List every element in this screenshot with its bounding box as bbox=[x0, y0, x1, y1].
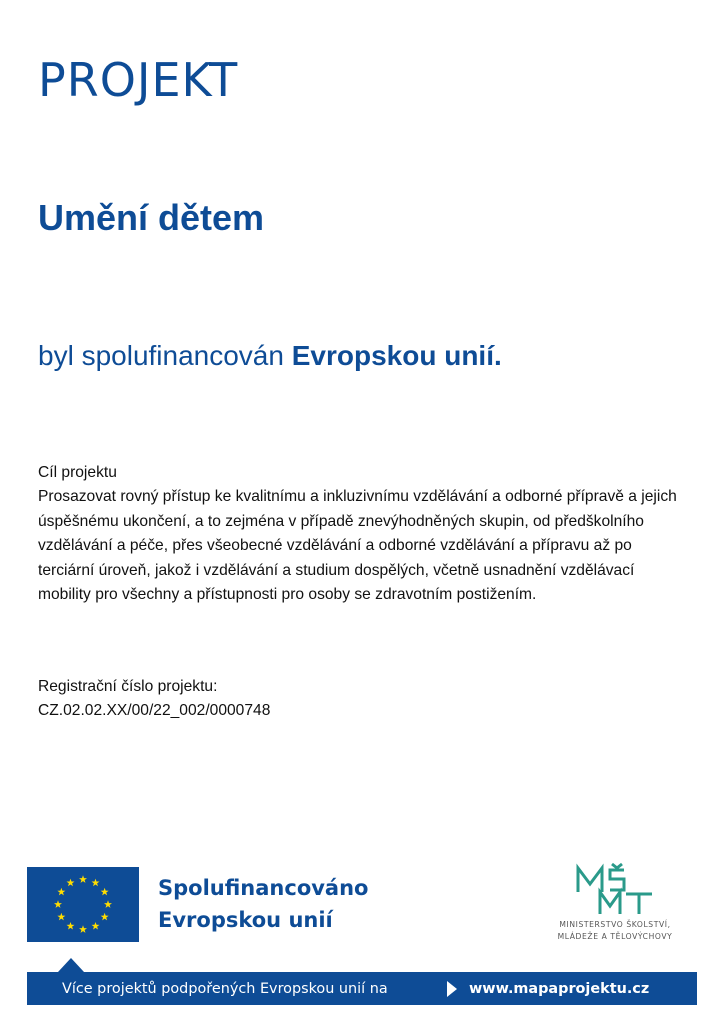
funded-prefix: byl spolufinancován bbox=[38, 340, 292, 371]
eu-text-line1: Spolufinancováno bbox=[158, 876, 369, 900]
msmt-line1: MINISTERSTVO ŠKOLSTVÍ, bbox=[559, 920, 671, 929]
footer-notch bbox=[58, 958, 84, 972]
registration-label: Registrační číslo projektu: bbox=[38, 678, 218, 695]
eu-star-icon bbox=[101, 913, 109, 921]
eu-star-icon bbox=[92, 879, 100, 887]
msmt-line2: MLÁDEŽE A TĚLOVÝCHOVY bbox=[557, 932, 673, 941]
goal-label: Cíl projektu bbox=[38, 464, 117, 481]
poster-heading: PROJEKT bbox=[38, 53, 239, 107]
eu-star-icon bbox=[57, 913, 65, 921]
registration-block bbox=[38, 675, 438, 724]
goal-text: Prosazovat rovný přístup ke kvalitnímu a inkluzivnímu vzdělávání a odborné přípravě a jejich úspěšnému ukončení, a to zejména v případě znevýhodněných skupin, od předškolního vzdělávání a péče, přes všeobecné vzdělávání a odborné vzdělávání a přípravu až po terciární úroveň, jakož i vzdělávání a studium dospělých, včetně usnadnění vzdělávací mobility pro všechny a přístupnosti pro osoby se zdravotním postižením. bbox=[38, 488, 677, 604]
eu-star-icon bbox=[79, 925, 87, 933]
eu-star-icon bbox=[101, 888, 109, 896]
funded-emphasis: Evropskou unií. bbox=[291, 340, 502, 371]
eu-cofunded-text bbox=[158, 872, 368, 936]
eu-star-icon bbox=[67, 879, 75, 887]
msmt-logo bbox=[530, 862, 700, 944]
arrow-right-icon bbox=[447, 981, 457, 997]
eu-text-line2: Evropskou unií bbox=[158, 908, 333, 932]
project-goal bbox=[38, 461, 688, 607]
footer-text: Více projektů podpořených Evropskou unií na bbox=[62, 981, 388, 997]
funded-statement bbox=[38, 336, 502, 376]
msmt-logo-icon bbox=[530, 862, 700, 918]
eu-star-icon bbox=[67, 922, 75, 930]
eu-star-icon bbox=[54, 900, 62, 908]
project-name: Umění dětem bbox=[38, 197, 265, 238]
eu-star-icon bbox=[104, 900, 112, 908]
eu-flag-icon bbox=[27, 867, 139, 942]
eu-star-icon bbox=[57, 888, 65, 896]
eu-star-icon bbox=[79, 875, 87, 883]
footer-url-link[interactable]: www.mapaprojektu.cz bbox=[469, 981, 650, 997]
eu-star-icon bbox=[92, 922, 100, 930]
registration-number: CZ.02.02.XX/00/22_002/0000748 bbox=[38, 702, 271, 720]
eu-flag-stars bbox=[27, 867, 139, 942]
